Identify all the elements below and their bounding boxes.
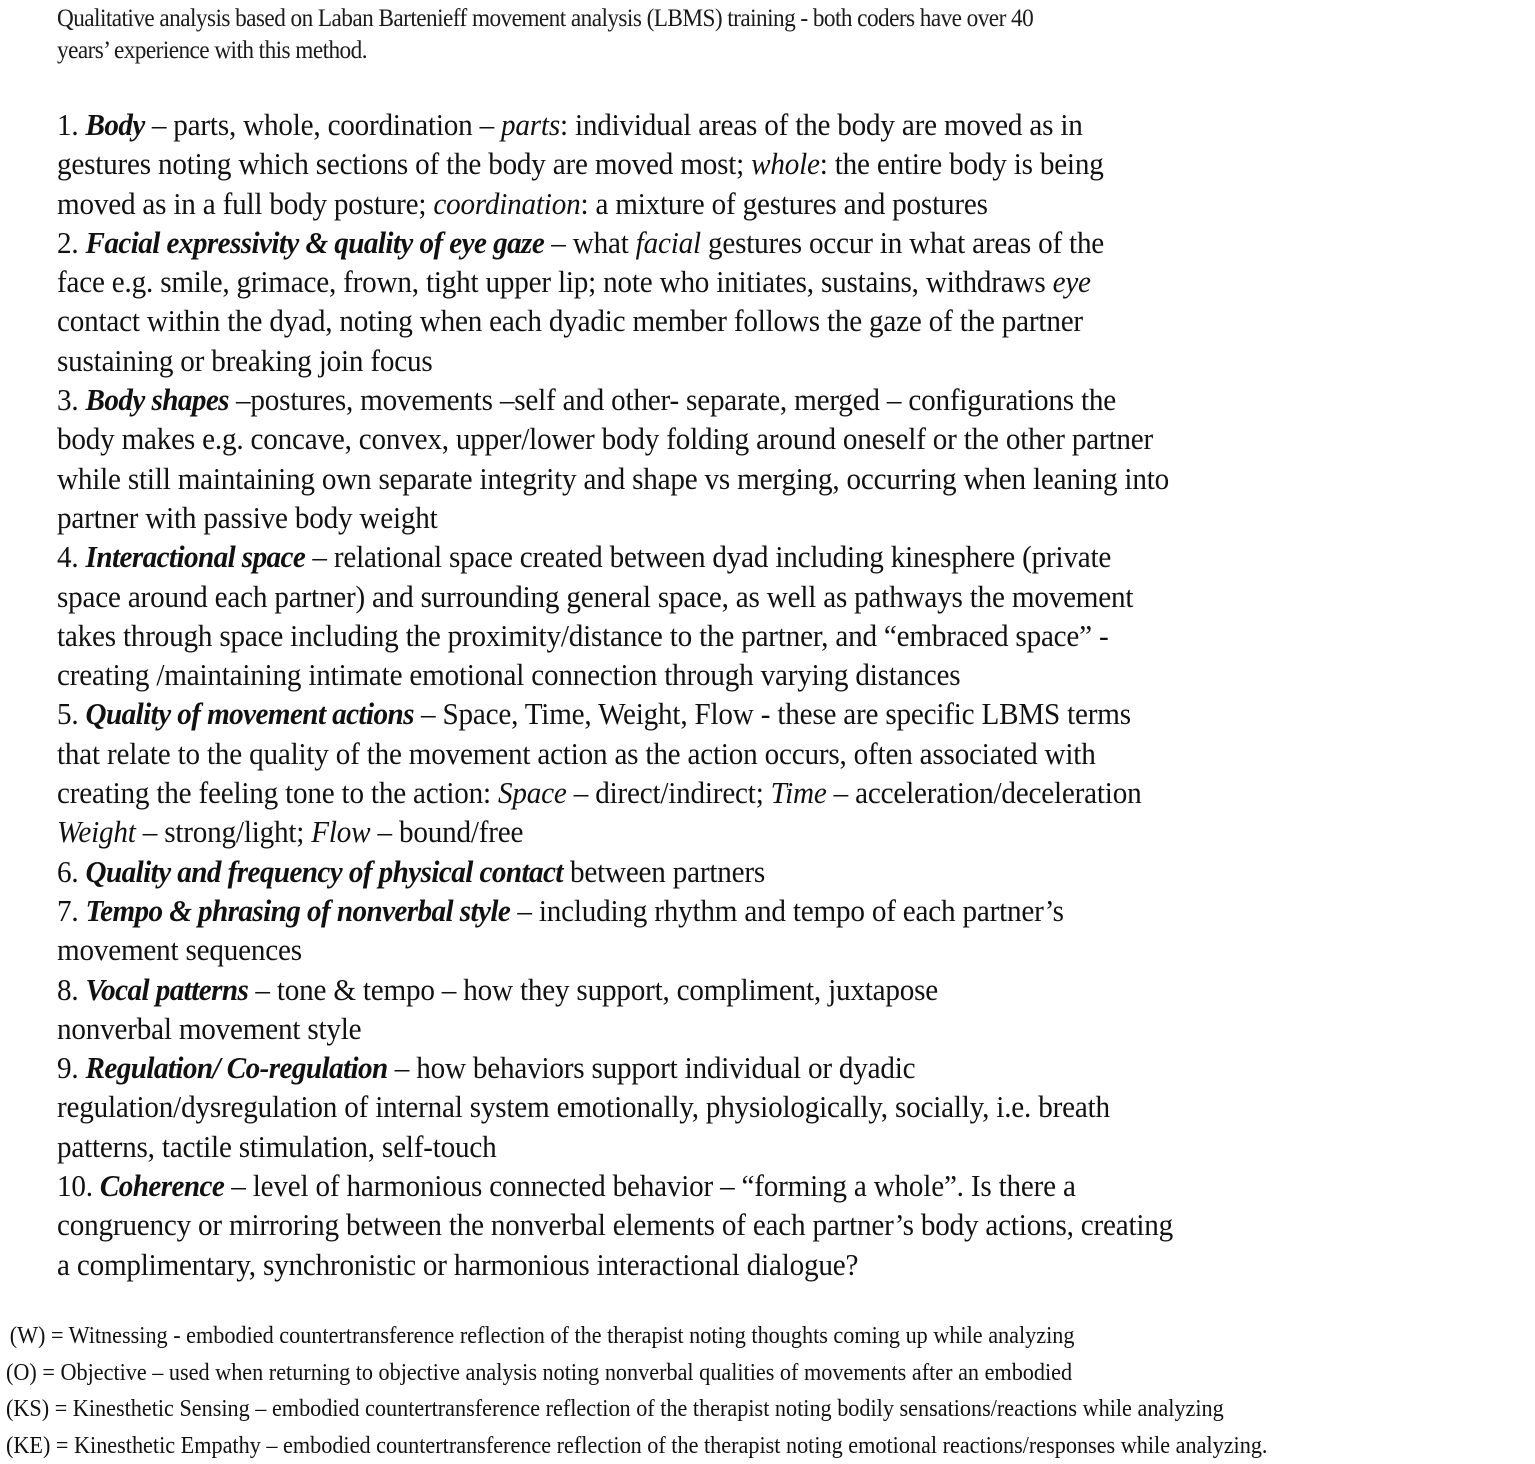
criterion-title: Vocal patterns (86, 973, 249, 1007)
criterion-line (57, 263, 1173, 302)
criterion-line (57, 1128, 1173, 1167)
criterion-text: gestures noting which sections of the body are moved most; (57, 147, 751, 181)
criterion-title: Interactional space (86, 540, 306, 574)
legend-item-kinesthetic-empathy: (KE) = Kinesthetic Empathy – embodied countertransference reflection of the therapist noting emotional reactions/responses while analyzing. (6, 1428, 1267, 1464)
criterion-text: 8. (57, 973, 86, 1007)
criterion-item (57, 1049, 1173, 1167)
criterion-title: Coherence (100, 1169, 224, 1203)
criterion-item (57, 224, 1173, 381)
criterion-item (57, 538, 1173, 695)
criterion-text: that relate to the quality of the movement action as the action occurs, often associated with (57, 737, 1096, 771)
criterion-text: 4. (57, 540, 86, 574)
criterion-text: – strong/light; (136, 815, 312, 849)
criterion-text: – direct/indirect; (567, 776, 771, 810)
criterion-text: – what (544, 226, 636, 260)
criterion-text: body makes e.g. concave, convex, upper/lower body folding around oneself or the other partner (57, 422, 1153, 456)
criterion-line (57, 1010, 1173, 1049)
criterion-line (57, 1246, 1173, 1285)
criterion-text: 10. (57, 1169, 100, 1203)
criterion-text: 1. (57, 108, 86, 142)
criterion-text: – level of harmonious connected behavior – “forming a whole”. Is there a (224, 1169, 1075, 1203)
criterion-text: –postures, movements –self and other- separate, merged – configurations the (229, 383, 1116, 417)
criterion-text: creating /maintaining intimate emotional connection through varying distances (57, 658, 960, 692)
criterion-line (57, 735, 1173, 774)
criterion-line (57, 656, 1173, 695)
criterion-text: 7. (57, 894, 86, 928)
emphasis-term: eye (1053, 265, 1091, 299)
criterion-heading-line (57, 106, 1173, 145)
criterion-line (57, 931, 1173, 970)
criterion-title: Regulation/ Co-regulation (86, 1051, 388, 1085)
criterion-item (57, 853, 1173, 892)
criterion-heading-line (57, 381, 1173, 420)
criterion-text: a complimentary, synchronistic or harmonious interactional dialogue? (57, 1248, 858, 1282)
criterion-text: – acceleration/deceleration (827, 776, 1142, 810)
criterion-item (57, 971, 1173, 1050)
criterion-item (57, 1167, 1173, 1285)
emphasis-term: whole (751, 147, 820, 181)
criterion-heading-line (57, 1049, 1173, 1088)
emphasis-term: Space (498, 776, 567, 810)
criterion-item (57, 106, 1173, 224)
criterion-text: contact within the dyad, noting when each dyadic member follows the gaze of the partner (57, 304, 1083, 338)
legend-item-witnessing: (W) = Witnessing - embodied countertransference reflection of the therapist noting thoughts coming up while analyzing (6, 1318, 1267, 1355)
criterion-text: takes through space including the proximity/distance to the partner, and “embraced space” - (57, 619, 1108, 653)
criterion-text: movement sequences (57, 933, 302, 967)
criterion-heading-line (57, 853, 1173, 892)
criterion-text: between partners (563, 855, 765, 889)
intro-line: Qualitative analysis based on Laban Bartenieff movement analysis (LBMS) training - both coders have over 40 (57, 3, 1033, 35)
criterion-text: – parts, whole, coordination – (145, 108, 501, 142)
criterion-title: Body shapes (86, 383, 229, 417)
criterion-line (57, 1206, 1173, 1245)
criterion-text: patterns, tactile stimulation, self-touch (57, 1130, 496, 1164)
legend-item-kinesthetic-sensing: (KS) = Kinesthetic Sensing – embodied countertransference reflection of the therapist noting bodily sensations/reactions while analyzing (6, 1391, 1267, 1428)
criterion-line (57, 185, 1173, 224)
criterion-text: face e.g. smile, grimace, frown, tight upper lip; note who initiates, sustains, withdraws (57, 265, 1053, 299)
criterion-text: gestures occur in what areas of the (701, 226, 1104, 260)
legend-item-objective: (O) = Objective – used when returning to objective analysis noting nonverbal qualities of movements after an embodied (6, 1355, 1267, 1392)
criterion-text: creating the feeling tone to the action: (57, 776, 498, 810)
criterion-line (57, 578, 1173, 617)
criterion-line (57, 420, 1173, 459)
criterion-text: sustaining or breaking join focus (57, 344, 433, 378)
criterion-title: Body (86, 108, 145, 142)
criterion-text: nonverbal movement style (57, 1012, 361, 1046)
criterion-text: moved as in a full body posture; (57, 187, 433, 221)
criterion-line (57, 813, 1173, 852)
criterion-text: – tone & tempo – how they support, compliment, juxtapose (248, 973, 938, 1007)
criterion-line (57, 1088, 1173, 1127)
criterion-line (57, 460, 1173, 499)
criterion-line (57, 774, 1173, 813)
criterion-text: partner with passive body weight (57, 501, 438, 535)
criterion-title: Tempo & phrasing of nonverbal style (86, 894, 511, 928)
criterion-line (57, 499, 1173, 538)
criterion-text: space around each partner) and surrounding general space, as well as pathways the movement (57, 580, 1133, 614)
intro-paragraph (57, 3, 1033, 67)
criterion-text: : the entire body is being (820, 147, 1104, 181)
emphasis-term: Time (771, 776, 827, 810)
criterion-item (57, 695, 1173, 852)
criterion-line (57, 302, 1173, 341)
emphasis-term: parts (501, 108, 560, 142)
intro-line: years’ experience with this method. (57, 35, 1033, 67)
criterion-heading-line (57, 695, 1173, 734)
criterion-text: congruency or mirroring between the nonverbal elements of each partner’s body actions, creating (57, 1208, 1173, 1242)
criterion-text: 9. (57, 1051, 86, 1085)
criterion-heading-line (57, 538, 1173, 577)
criterion-line (57, 617, 1173, 656)
criterion-text: – relational space created between dyad including kinesphere (private (305, 540, 1111, 574)
emphasis-term: Flow (311, 815, 370, 849)
emphasis-term: Weight (57, 815, 136, 849)
criterion-title: Facial expressivity & quality of eye gaze (86, 226, 545, 260)
criterion-title: Quality of movement actions (86, 697, 414, 731)
criterion-text: 6. (57, 855, 86, 889)
emphasis-term: facial (636, 226, 701, 260)
criteria-list (57, 106, 1173, 1285)
criterion-heading-line (57, 892, 1173, 931)
criterion-text: 5. (57, 697, 86, 731)
criterion-text: – how behaviors support individual or dyadic (388, 1051, 916, 1085)
criterion-item (57, 892, 1173, 971)
coding-legend (6, 1318, 1267, 1464)
criterion-heading-line (57, 1167, 1173, 1206)
criterion-title: Quality and frequency of physical contact (86, 855, 563, 889)
criterion-text: 2. (57, 226, 86, 260)
criterion-line (57, 342, 1173, 381)
criterion-text: – bound/free (370, 815, 523, 849)
criterion-text: regulation/dysregulation of internal system emotionally, physiologically, socially, i.e. breath (57, 1090, 1110, 1124)
criterion-item (57, 381, 1173, 538)
criterion-line (57, 145, 1173, 184)
criterion-text: – Space, Time, Weight, Flow - these are specific LBMS terms (414, 697, 1131, 731)
emphasis-term: coordination (433, 187, 580, 221)
criterion-text: : a mixture of gestures and postures (580, 187, 987, 221)
criterion-text: while still maintaining own separate integrity and shape vs merging, occurring when leaning into (57, 462, 1169, 496)
criterion-text: – including rhythm and tempo of each partner’s (510, 894, 1063, 928)
criterion-heading-line (57, 224, 1173, 263)
criterion-text: : individual areas of the body are moved as in (560, 108, 1083, 142)
criterion-heading-line (57, 971, 1173, 1010)
criterion-text: 3. (57, 383, 86, 417)
